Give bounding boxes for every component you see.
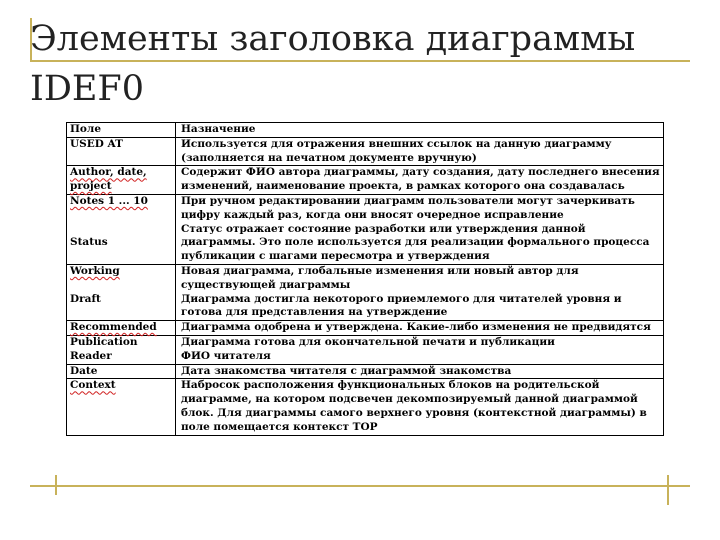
field-cell [67,194,176,264]
purpose-text: Содержит ФИО автора диаграммы, дату создания, дату последнего внесения изменений, наименование проекта, в рамках которого она создавалась [181,166,660,193]
purpose-cell [176,364,664,379]
purpose-cell [176,379,664,435]
decorative-vertical-line-bottom-right [667,475,669,505]
purpose-text: При ручном редактировании диаграмм пользователи могут зачеркивать цифру каждый раз, когда они вносят очередное исправление [181,194,635,221]
decorative-horizontal-line-bottom [30,485,690,487]
field-cell [67,321,176,336]
slide-title-line-2: IDEF0 [30,69,144,109]
field-name: Date [70,364,98,377]
table-row [67,335,664,364]
purpose-text: Используется для отражения внешних ссылок на данную диаграмму (заполняется на печатном документе вручную) [181,137,612,164]
purpose-text: Диаграмма достигла некоторого приемлемого для читателей уровня и готова для представления на утверждение [181,292,622,319]
purpose-text: Диаграмма готова для окончательной печати и публикации [181,335,555,348]
table-row [67,264,664,320]
field-cell [67,166,176,195]
table-row [67,166,664,195]
purpose-cell [176,335,664,364]
field-name: USED AT [70,137,123,150]
purpose-cell [176,166,664,195]
field-name: Reader [70,349,112,362]
purpose-text: Диаграмма одобрена и утверждена. Какие-либо изменения не предвидятся [181,321,651,334]
header-cell-purpose: Назначение [176,123,664,138]
header-fields-table [66,122,664,436]
slide-title-line-1: Элементы заголовка диаграммы [30,19,636,59]
purpose-text: Набросок расположения функциональных блоков на родительской диаграмме, на котором подсвечен декомпозируемый данной диаграммой блок. Для диаграммы самого верхнего уровня (контекстной диаграммы) в поле помещается контекст TOP [181,379,647,433]
table-row [67,137,664,166]
purpose-text: Статус отражает состояние разработки или утверждения данной диаграммы. Это поле используется для реализации формального процесса публикации с шагами пересмотра и утверждения [181,222,650,263]
header-cell-field: Поле [67,123,176,138]
field-cell [67,137,176,166]
purpose-text: Дата знакомства читателя с диаграммой знакомства [181,364,512,377]
purpose-cell [176,264,664,320]
field-name: Publication [70,335,138,348]
field-name: Status [70,236,108,249]
table-row [67,364,664,379]
field-name: Working [70,264,120,277]
field-name: Context [70,379,116,392]
table-row [67,379,664,435]
field-name: Notes 1 ... 10 [70,194,148,207]
table-header-row [67,123,664,138]
field-name: Draft [70,292,101,305]
decorative-vertical-line-bottom-left [55,475,57,495]
purpose-text: ФИО читателя [181,349,271,362]
field-cell [67,264,176,320]
purpose-text: Новая диаграмма, глобальные изменения или новый автор для существующей диаграммы [181,264,579,291]
field-name: Author, date, project [70,166,147,193]
field-name: Recommended [70,321,157,334]
table-row [67,321,664,336]
purpose-cell [176,137,664,166]
purpose-cell [176,321,664,336]
slide-title [30,14,670,114]
purpose-cell [176,194,664,264]
field-cell [67,335,176,364]
field-cell [67,364,176,379]
table-row [67,194,664,264]
field-cell [67,379,176,435]
